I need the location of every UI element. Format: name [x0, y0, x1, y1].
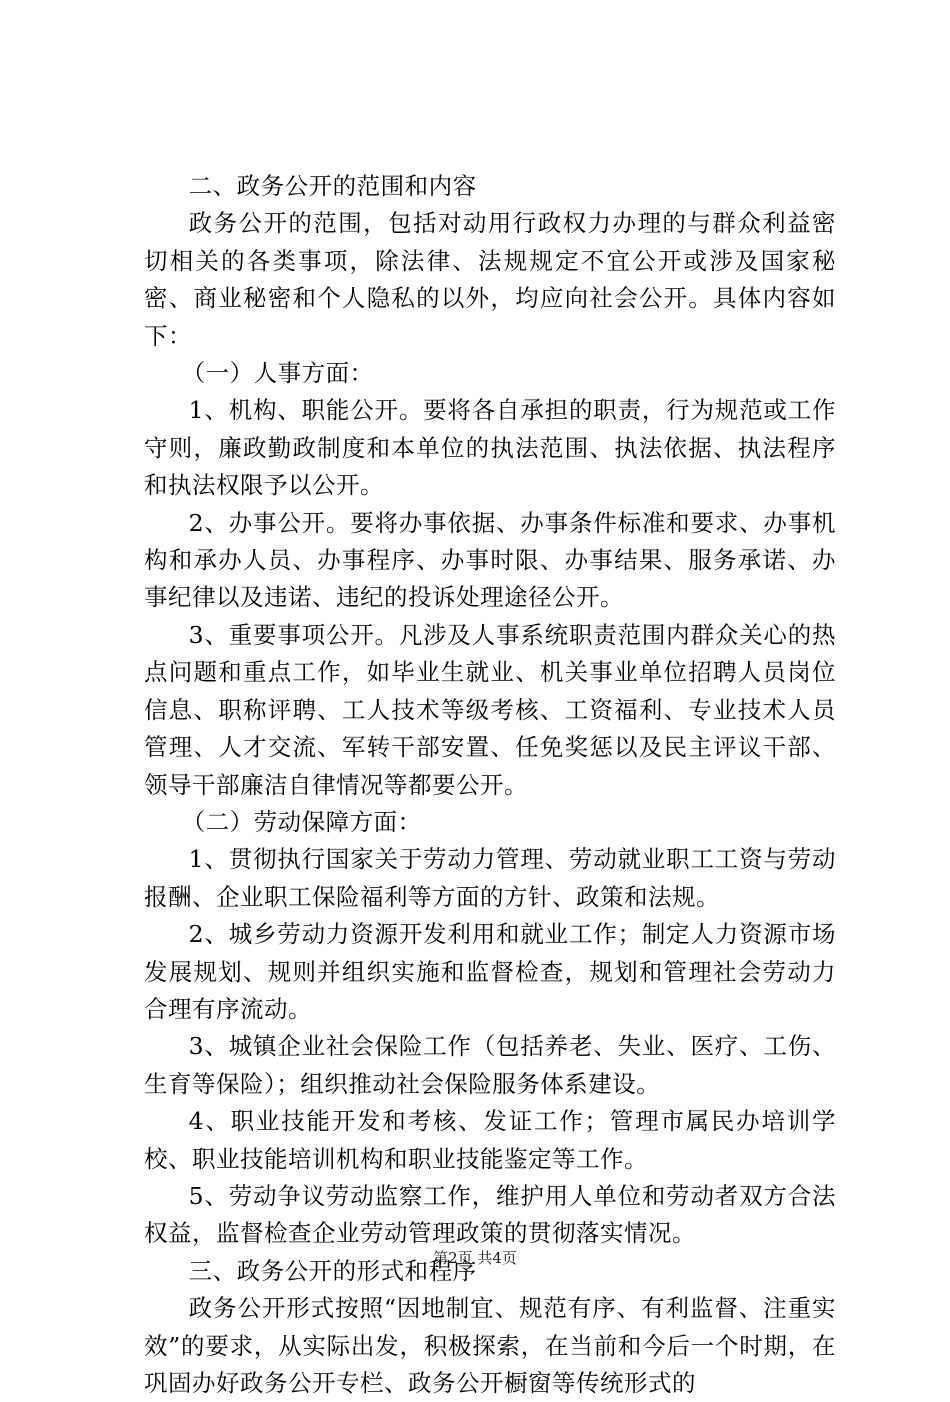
document-body [144, 168, 836, 1402]
section-heading-scope: 二、政务公开的范围和内容 [188, 172, 477, 200]
paragraph-labor-5: 5、劳动争议劳动监察工作，维护用人单位和劳动者双方合法权益，监督检查企业劳动管理政策的贯彻落实情况。 [144, 1181, 836, 1248]
paragraph-labor-4: 4、职业技能开发和考核、发证工作；管理市属民办培训学校、职业技能培训机构和职业技能鉴定等工作。 [144, 1107, 836, 1173]
paragraph-labor-2: 2、城乡劳动力资源开发利用和就业工作；制定人力资源市场发展规划、规则并组织实施和监督检查，规划和管理社会劳动力合理有序流动。 [144, 920, 836, 1023]
page-footer: 第2页 共4页 [433, 1249, 517, 1267]
paragraph-forms-intro: 政务公开形式按照“因地制宜、规范有序、有利监督、注重实效”的要求，从实际出发，积极探索，在当前和今后一个时期，在巩固办好政务公开专栏、政务公开橱窗等传统形式的 [144, 1294, 836, 1397]
paragraph-personnel-3: 3、重要事项公开。凡涉及人事系统职责范围内群众关心的热点问题和重点工作，如毕业生就业、机关事业单位招聘人员岗位信息、职称评聘、工人技术等级考核、工资福利、专业技术人员管理、人才交流、军转干部安置、任免奖惩以及民主评议干部、领导干部廉洁自律情况等都要公开。 [144, 620, 836, 799]
paragraph-labor-3: 3、城镇企业社会保险工作（包括养老、失业、医疗、工伤、生育等保险）；组织推动社会保险服务体系建设。 [144, 1032, 836, 1098]
section-heading-forms: 三、政务公开的形式和程序 [188, 1256, 477, 1285]
paragraph-personnel-1: 1、机构、职能公开。要将各自承担的职责，行为规范或工作守则，廉政勤政制度和本单位的执法范围、执法依据、执法程序和执法权限予以公开。 [144, 396, 836, 500]
paragraph-personnel-2: 2、办事公开。要将办事依据、办事条件标准和要求、办事机构和承办人员、办事程序、办事时限、办事结果、服务承诺、办事纪律以及违诺、违纪的投诉处理途径公开。 [144, 508, 836, 612]
subheading-labor: （二）劳动保障方面： [181, 807, 422, 836]
paragraph-labor-1: 1、贯彻执行国家关于劳动力管理、劳动就业职工工资与劳动报酬、企业职工保险福利等方面的方针、政策和法规。 [144, 845, 836, 911]
paragraph-scope-intro: 政务公开的范围，包括对动用行政权力办理的与群众利益密切相关的各类事项，除法律、法规规定不宜公开或涉及国家秘密、商业秘密和个人隐私的以外，均应向社会公开。具体内容如下： [144, 209, 836, 350]
subheading-personnel: （一）人事方面： [181, 359, 374, 388]
